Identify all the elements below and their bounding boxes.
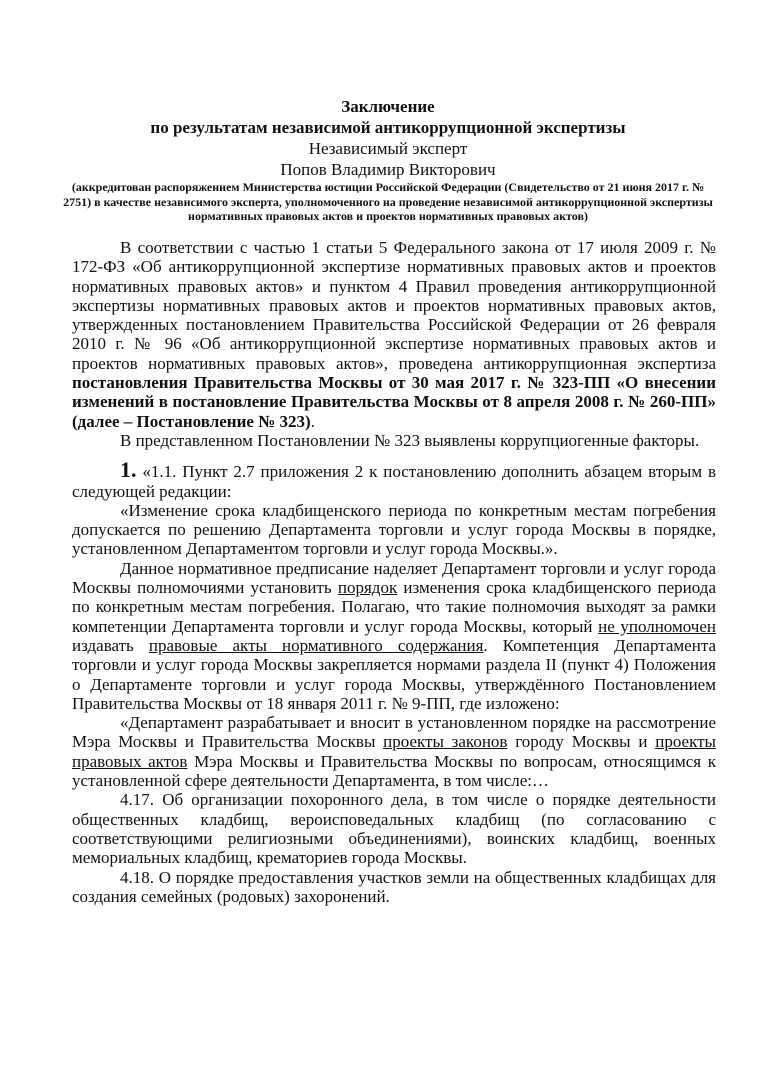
underlined-term: правовые акты нормативного содержания (148, 635, 484, 655)
finding-text: «1.1. Пункт 2.7 приложения 2 к постановлению дополнить абзацем вторым в следующей редакции: (72, 462, 716, 501)
document-body (72, 238, 716, 906)
document-subtitle: по результатам независимой антикоррупционной экспертизы (150, 118, 626, 137)
reviewed-act-title: постановления Правительства Москвы от 30 мая 2017 г. № 323-ПП «О внесении изменений в постановление Правительства Москвы от 8 апреля 2008 г. № 260-ПП» (далее – Постановление № 323) (72, 373, 716, 431)
document-title: Заключение (341, 97, 435, 116)
quote2-text-a: «Департамент разрабатывает и вносит в установленном порядке на рассмотрение Мэра Москвы и Правительства Москвы (72, 713, 716, 752)
analysis-text-c: издавать (72, 635, 149, 655)
intro-paragraph (72, 238, 716, 431)
intro-end: . (310, 411, 315, 431)
analysis-text-b: изменения срока кладбищенского периода по конкретным местам погребения. Полагаю, что такие полномочия выходят за рамки компетенции Департамента торговли и услуг города Москвы, который (72, 578, 716, 636)
quote-paragraph-2 (72, 713, 716, 790)
quote-paragraph-1: «Изменение срока кладбищенского периода по конкретным местам погребения допускается по решению Департамента торговли и услуг города Москвы в порядке, установленном Департаментом торговли и услуг города Москвы.». (72, 500, 716, 559)
quote2-text-b: городу Москвы и (507, 732, 656, 752)
quote2-text-c: Мэра Москвы и Правительства Москвы по вопросам, относящимся к установленной сфере деятельности Департамента, в том числе:… (72, 751, 716, 791)
document-header (60, 96, 716, 224)
expert-name: Попов Владимир Викторович (280, 160, 496, 179)
intro-text: В соответствии с частью 1 статьи 5 Федерального закона от 17 июля 2009 г. № 172-ФЗ «Об антикоррупционной экспертизе нормативных правовых актов и проектов нормативных правовых актов» и пунктом 4 Правил проведения антикоррупционной экспертизы нормативных правовых актов и проектов нормативных правовых актов, утвержденных постановлением Правительства Российской Федерации от 26 февраля 2010 г. № 96 «Об антикоррупционной экспертизе нормативных правовых актов и проектов нормативных правовых актов», проведена антикоррупционная экспертиза (72, 238, 716, 373)
analysis-text-d: . Компетенция Департамента торговли и услуг города Москвы закрепляется нормами раздела II (пункт 4) Положения о Департаменте торговли и услуг города Москвы, утверждённого Постановлением Правительства Москвы от 18 января 2011 г. № 9-ПП, где изложено: (72, 635, 717, 713)
expert-role: Независимый эксперт (308, 139, 468, 158)
analysis-paragraph (72, 559, 716, 713)
analysis-text-a: Данное нормативное предписание наделяет Департамент торговли и услуг города Москвы полномочиями установить (72, 558, 716, 598)
accreditation-note: (аккредитован распоряжением Министерства юстиции Российской Федерации (Свидетельство от 21 июня 2017 г. № 2751) в качестве независимого эксперта, уполномоченного на проведение независимой антикоррупционной экспертизы нормативных правовых актов и проектов нормативных правовых актов) (63, 180, 713, 223)
clause-4-17: 4.17. Об организации похоронного дела, в том числе о порядке деятельности общественных кладбищ, вероисповедальных кладбищ (по согласованию с соответствующими религиозными объединениями), воинских кладбищ, военных мемориальных кладбищ, крематориев города Москвы. (72, 790, 716, 868)
finding-number: 1. (120, 457, 137, 483)
underlined-term: проекты правовых актов (72, 732, 716, 771)
findings-paragraph: В представленном Постановлении № 323 выявлены коррупциогенные факторы. (120, 430, 700, 450)
underlined-term: проекты законов (383, 732, 508, 752)
finding-item-1 (72, 457, 716, 501)
underlined-term: порядок (337, 578, 398, 598)
clause-4-18: 4.18. О порядке предоставления участков земли на общественных кладбищах для создания семейных (родовых) захоронений. (72, 867, 716, 906)
underlined-term: не уполномочен (598, 616, 716, 636)
